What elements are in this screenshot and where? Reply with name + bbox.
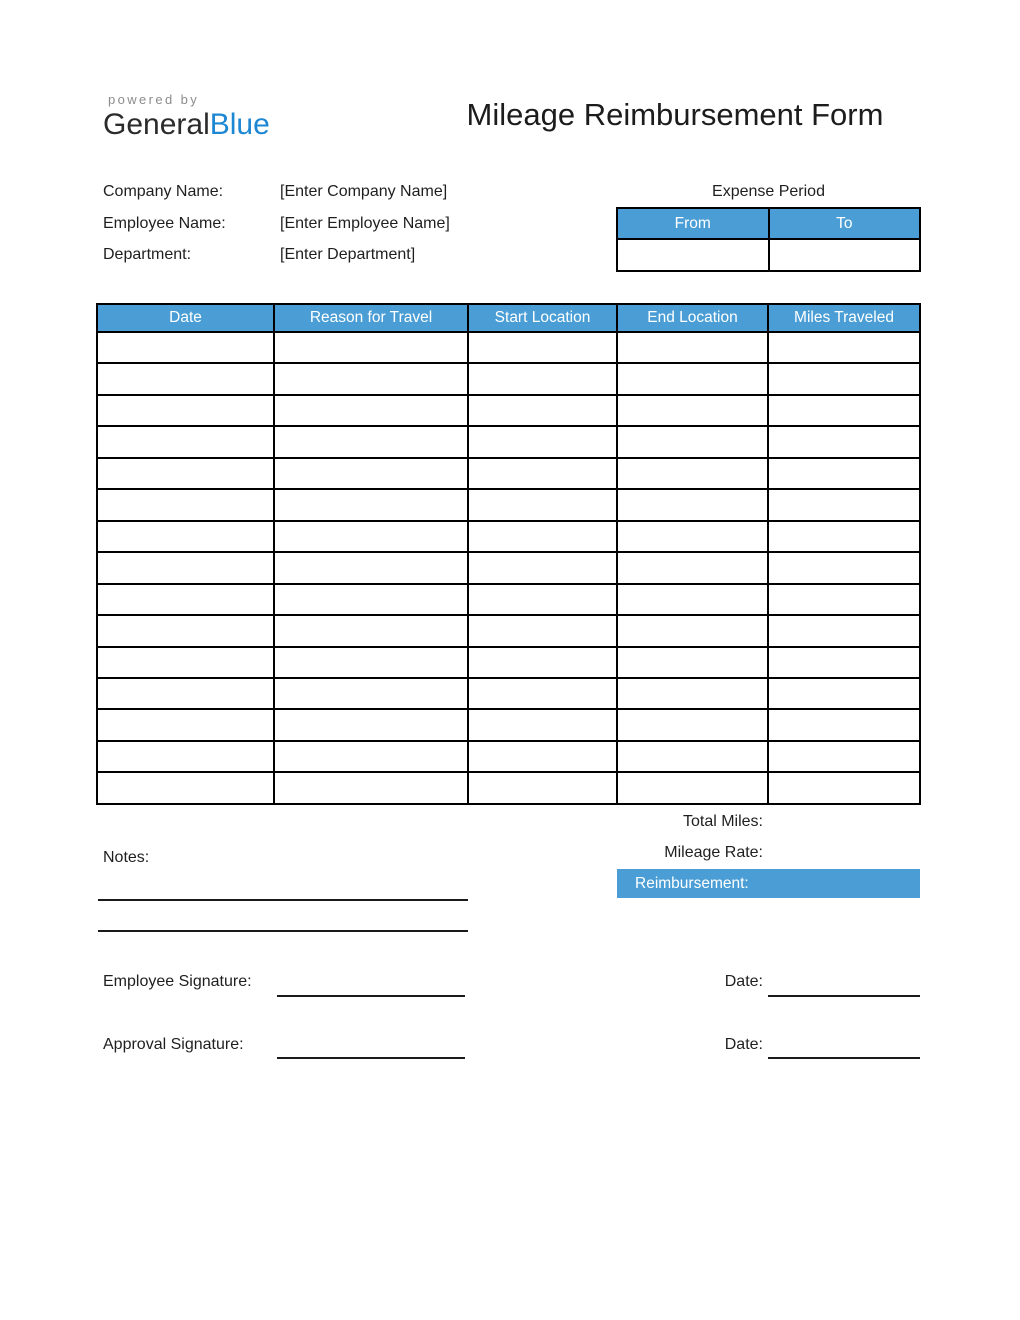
table-cell[interactable]: [468, 458, 617, 489]
mileage-rate-value[interactable]: [772, 844, 920, 866]
table-cell[interactable]: [97, 395, 274, 426]
table-cell[interactable]: [468, 521, 617, 552]
table-row: [97, 426, 920, 457]
table-cell[interactable]: [274, 678, 468, 709]
table-cell[interactable]: [617, 741, 768, 772]
table-cell[interactable]: [617, 552, 768, 583]
table-cell[interactable]: [468, 772, 617, 804]
approval-signature-label: Approval Signature:: [103, 1036, 244, 1053]
start-location-column-header: Start Location: [468, 304, 617, 332]
table-cell[interactable]: [274, 332, 468, 363]
table-cell[interactable]: [617, 489, 768, 520]
table-cell[interactable]: [617, 678, 768, 709]
employee-date-label: Date:: [724, 973, 763, 990]
table-cell[interactable]: [468, 615, 617, 646]
table-cell[interactable]: [617, 521, 768, 552]
table-cell[interactable]: [468, 709, 617, 740]
table-cell[interactable]: [274, 772, 468, 804]
expense-to-cell[interactable]: [769, 239, 921, 271]
reason-column-header: Reason for Travel: [274, 304, 468, 332]
table-cell[interactable]: [274, 741, 468, 772]
table-cell[interactable]: [617, 332, 768, 363]
company-name-row: [103, 183, 447, 205]
table-cell[interactable]: [617, 395, 768, 426]
table-cell[interactable]: [468, 332, 617, 363]
table-row: [97, 678, 920, 709]
table-cell[interactable]: [468, 678, 617, 709]
table-row: [97, 489, 920, 520]
table-cell[interactable]: [468, 584, 617, 615]
table-cell[interactable]: [617, 584, 768, 615]
department-row: [103, 246, 415, 268]
table-row: [97, 521, 920, 552]
table-cell[interactable]: [768, 772, 920, 804]
table-row: [97, 363, 920, 394]
expense-to-header: To: [769, 208, 921, 239]
total-miles-value[interactable]: [772, 813, 920, 835]
table-row: [97, 741, 920, 772]
table-cell[interactable]: [768, 458, 920, 489]
table-row: [97, 584, 920, 615]
table-cell[interactable]: [274, 615, 468, 646]
notes-label: Notes:: [103, 849, 150, 866]
table-cell[interactable]: [768, 552, 920, 583]
table-cell[interactable]: [768, 363, 920, 394]
table-row: [97, 332, 920, 363]
table-cell[interactable]: [468, 489, 617, 520]
table-row: [97, 709, 920, 740]
table-cell[interactable]: [274, 363, 468, 394]
table-cell[interactable]: [617, 647, 768, 678]
table-cell[interactable]: [768, 709, 920, 740]
table-cell[interactable]: [274, 584, 468, 615]
expense-period-header-row: [617, 208, 920, 239]
brand-blue: Blue: [209, 108, 270, 141]
company-name-field[interactable]: [Enter Company Name]: [280, 183, 448, 200]
approval-signature-line[interactable]: [277, 1057, 465, 1059]
table-cell[interactable]: [617, 709, 768, 740]
total-miles-label: Total Miles:: [682, 813, 763, 830]
approval-date-label: Date:: [724, 1036, 763, 1053]
reimbursement-bar: [617, 869, 920, 898]
expense-period-table: [616, 207, 921, 272]
table-cell[interactable]: [97, 647, 274, 678]
table-cell[interactable]: [97, 489, 274, 520]
notes-line-2[interactable]: [98, 930, 468, 932]
table-cell[interactable]: [768, 741, 920, 772]
table-row: [97, 458, 920, 489]
table-cell[interactable]: [97, 521, 274, 552]
table-cell[interactable]: [97, 709, 274, 740]
employee-name-field[interactable]: [Enter Employee Name]: [280, 215, 450, 232]
table-cell[interactable]: [768, 489, 920, 520]
employee-signature-label: Employee Signature:: [103, 973, 252, 990]
table-cell[interactable]: [274, 489, 468, 520]
employee-date-line[interactable]: [768, 995, 920, 997]
table-cell[interactable]: [768, 332, 920, 363]
end-location-column-header: End Location: [617, 304, 768, 332]
employee-signature-line[interactable]: [277, 995, 465, 997]
table-cell[interactable]: [768, 647, 920, 678]
table-cell[interactable]: [768, 584, 920, 615]
table-cell[interactable]: [617, 458, 768, 489]
general-blue-logo: [103, 92, 270, 141]
table-cell[interactable]: [97, 678, 274, 709]
table-cell[interactable]: [468, 741, 617, 772]
table-cell[interactable]: [468, 426, 617, 457]
mileage-table-body: [97, 332, 920, 804]
table-cell[interactable]: [97, 741, 274, 772]
table-cell[interactable]: [274, 552, 468, 583]
table-row: [97, 615, 920, 646]
table-cell[interactable]: [274, 426, 468, 457]
miles-traveled-column-header: Miles Traveled: [768, 304, 920, 332]
table-cell[interactable]: [97, 363, 274, 394]
page-title: Mileage Reimbursement Form: [466, 97, 884, 132]
mileage-header-row: [97, 304, 920, 332]
table-cell[interactable]: [768, 678, 920, 709]
brand-name: [103, 108, 270, 141]
table-cell[interactable]: [97, 458, 274, 489]
table-cell[interactable]: [97, 332, 274, 363]
brand-general: General: [103, 108, 210, 141]
reimbursement-value[interactable]: [749, 869, 920, 898]
reimbursement-label: Reimbursement:: [635, 875, 749, 892]
company-name-label: Company Name:: [103, 183, 224, 200]
table-cell[interactable]: [468, 395, 617, 426]
table-cell[interactable]: [768, 615, 920, 646]
table-cell[interactable]: [617, 426, 768, 457]
table-cell[interactable]: [768, 521, 920, 552]
table-cell[interactable]: [617, 363, 768, 394]
table-cell[interactable]: [274, 709, 468, 740]
table-cell[interactable]: [97, 615, 274, 646]
table-cell[interactable]: [468, 363, 617, 394]
table-cell[interactable]: [97, 552, 274, 583]
approval-date-line[interactable]: [768, 1057, 920, 1059]
department-label: Department:: [103, 246, 192, 263]
powered-by-text: powered by: [108, 92, 200, 107]
table-cell[interactable]: [468, 647, 617, 678]
table-cell[interactable]: [274, 395, 468, 426]
expense-period-value-row: [617, 239, 920, 271]
table-cell[interactable]: [468, 552, 617, 583]
expense-period-title: Expense Period: [712, 183, 825, 200]
table-cell[interactable]: [97, 584, 274, 615]
table-cell[interactable]: [274, 458, 468, 489]
expense-from-cell[interactable]: [617, 239, 769, 271]
table-row: [97, 552, 920, 583]
table-cell[interactable]: [274, 521, 468, 552]
table-row: [97, 772, 920, 804]
table-row: [97, 395, 920, 426]
table-cell[interactable]: [768, 426, 920, 457]
department-field[interactable]: [Enter Department]: [280, 246, 416, 263]
date-column-header: Date: [97, 304, 274, 332]
table-cell[interactable]: [617, 615, 768, 646]
mileage-rate-label: Mileage Rate:: [664, 844, 763, 861]
table-row: [97, 647, 920, 678]
table-cell[interactable]: [768, 395, 920, 426]
table-cell[interactable]: [97, 772, 274, 804]
table-cell[interactable]: [274, 647, 468, 678]
mileage-table: [96, 303, 921, 805]
expense-from-header: From: [617, 208, 769, 239]
table-cell[interactable]: [97, 426, 274, 457]
employee-name-label: Employee Name:: [103, 215, 226, 232]
employee-name-row: [103, 215, 450, 237]
notes-line-1[interactable]: [98, 899, 468, 901]
table-cell[interactable]: [617, 772, 768, 804]
